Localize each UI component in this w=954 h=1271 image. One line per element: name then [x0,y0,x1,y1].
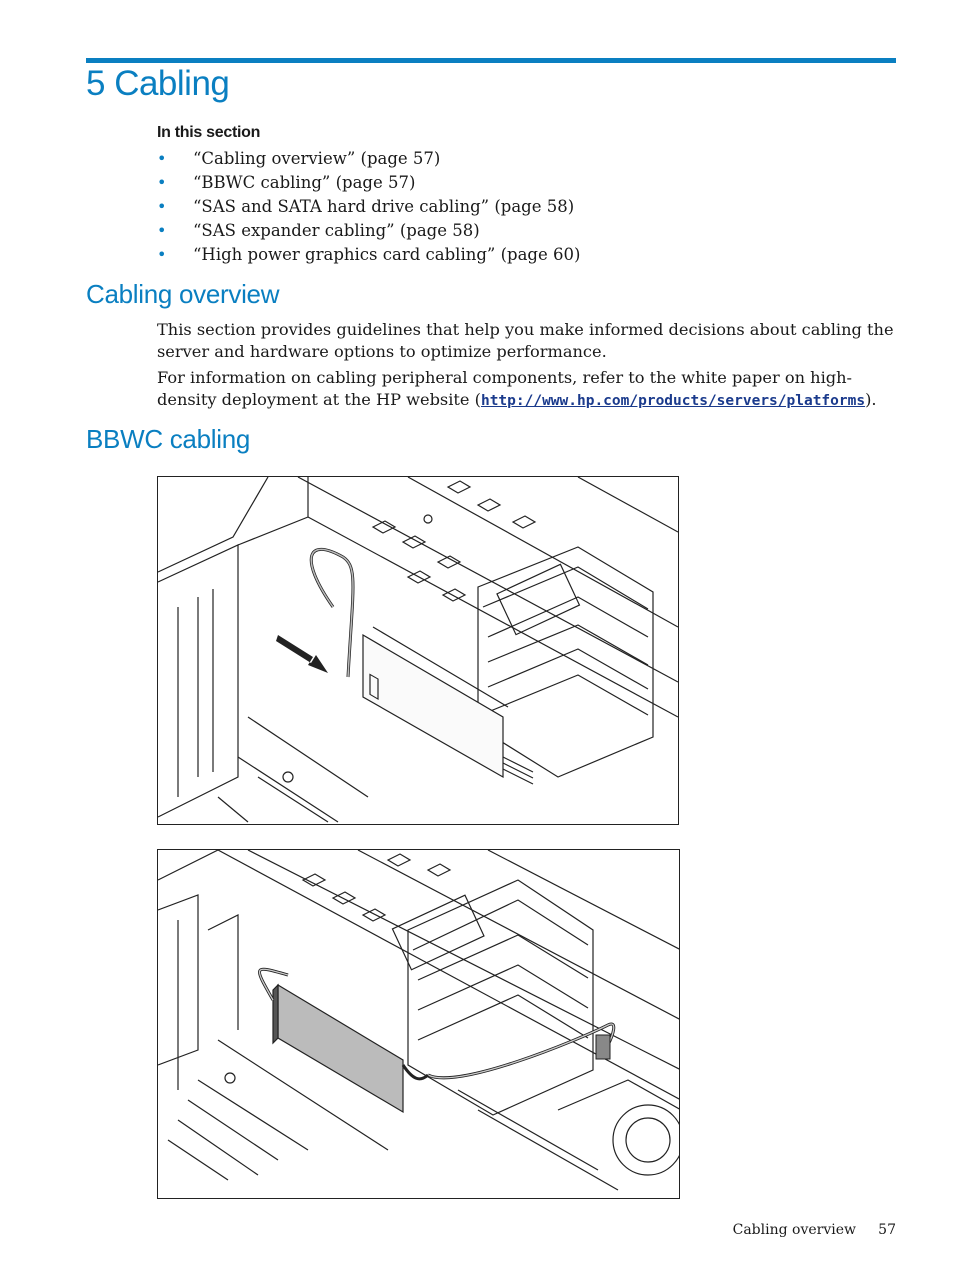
chapter-title: 5 Cabling [86,64,230,103]
overview-paragraph-2-text: For information on cabling peripheral components, refer to the white paper on high-density deployment at the HP website ( [157,368,853,409]
toc-link[interactable]: “High power graphics card cabling” (page 60) [193,245,581,264]
toc-link[interactable]: “BBWC cabling” (page 57) [193,173,416,192]
toc-link[interactable]: “SAS expander cabling” (page 58) [193,221,480,240]
bbwc-figure-1 [157,476,679,825]
server-chassis-illustration [158,850,680,1199]
in-this-section-heading: In this section [157,124,261,141]
section-toc [157,147,580,267]
bbwc-figure-2 [157,849,680,1199]
page-number: 57 [878,1222,896,1238]
toc-item[interactable] [157,243,580,267]
bullet-icon: • [157,149,167,168]
bbwc-cabling-heading: BBWC cabling [86,424,251,454]
footer-section: Cabling overview [732,1222,856,1238]
chapter-rule [86,58,896,63]
bullet-icon: • [157,221,167,240]
toc-link[interactable]: “Cabling overview” (page 57) [193,149,441,168]
bullet-icon: • [157,173,167,192]
hp-website-link[interactable]: http://www.hp.com/products/servers/platforms [480,392,866,409]
overview-paragraph-2-end: ). [865,389,877,409]
cabling-overview-heading: Cabling overview [86,279,280,309]
overview-paragraph-2 [157,367,897,412]
toc-item[interactable] [157,219,580,243]
toc-link[interactable]: “SAS and SATA hard drive cabling” (page 58) [193,197,575,216]
toc-item[interactable] [157,171,580,195]
overview-paragraph-1: This section provides guidelines that help you make informed decisions about cabling the server and hardware options to optimize performance. [157,320,894,361]
server-chassis-illustration [158,477,679,825]
bullet-icon: • [157,245,167,264]
toc-item[interactable] [157,195,580,219]
bullet-icon: • [157,197,167,216]
toc-item[interactable] [157,147,580,171]
